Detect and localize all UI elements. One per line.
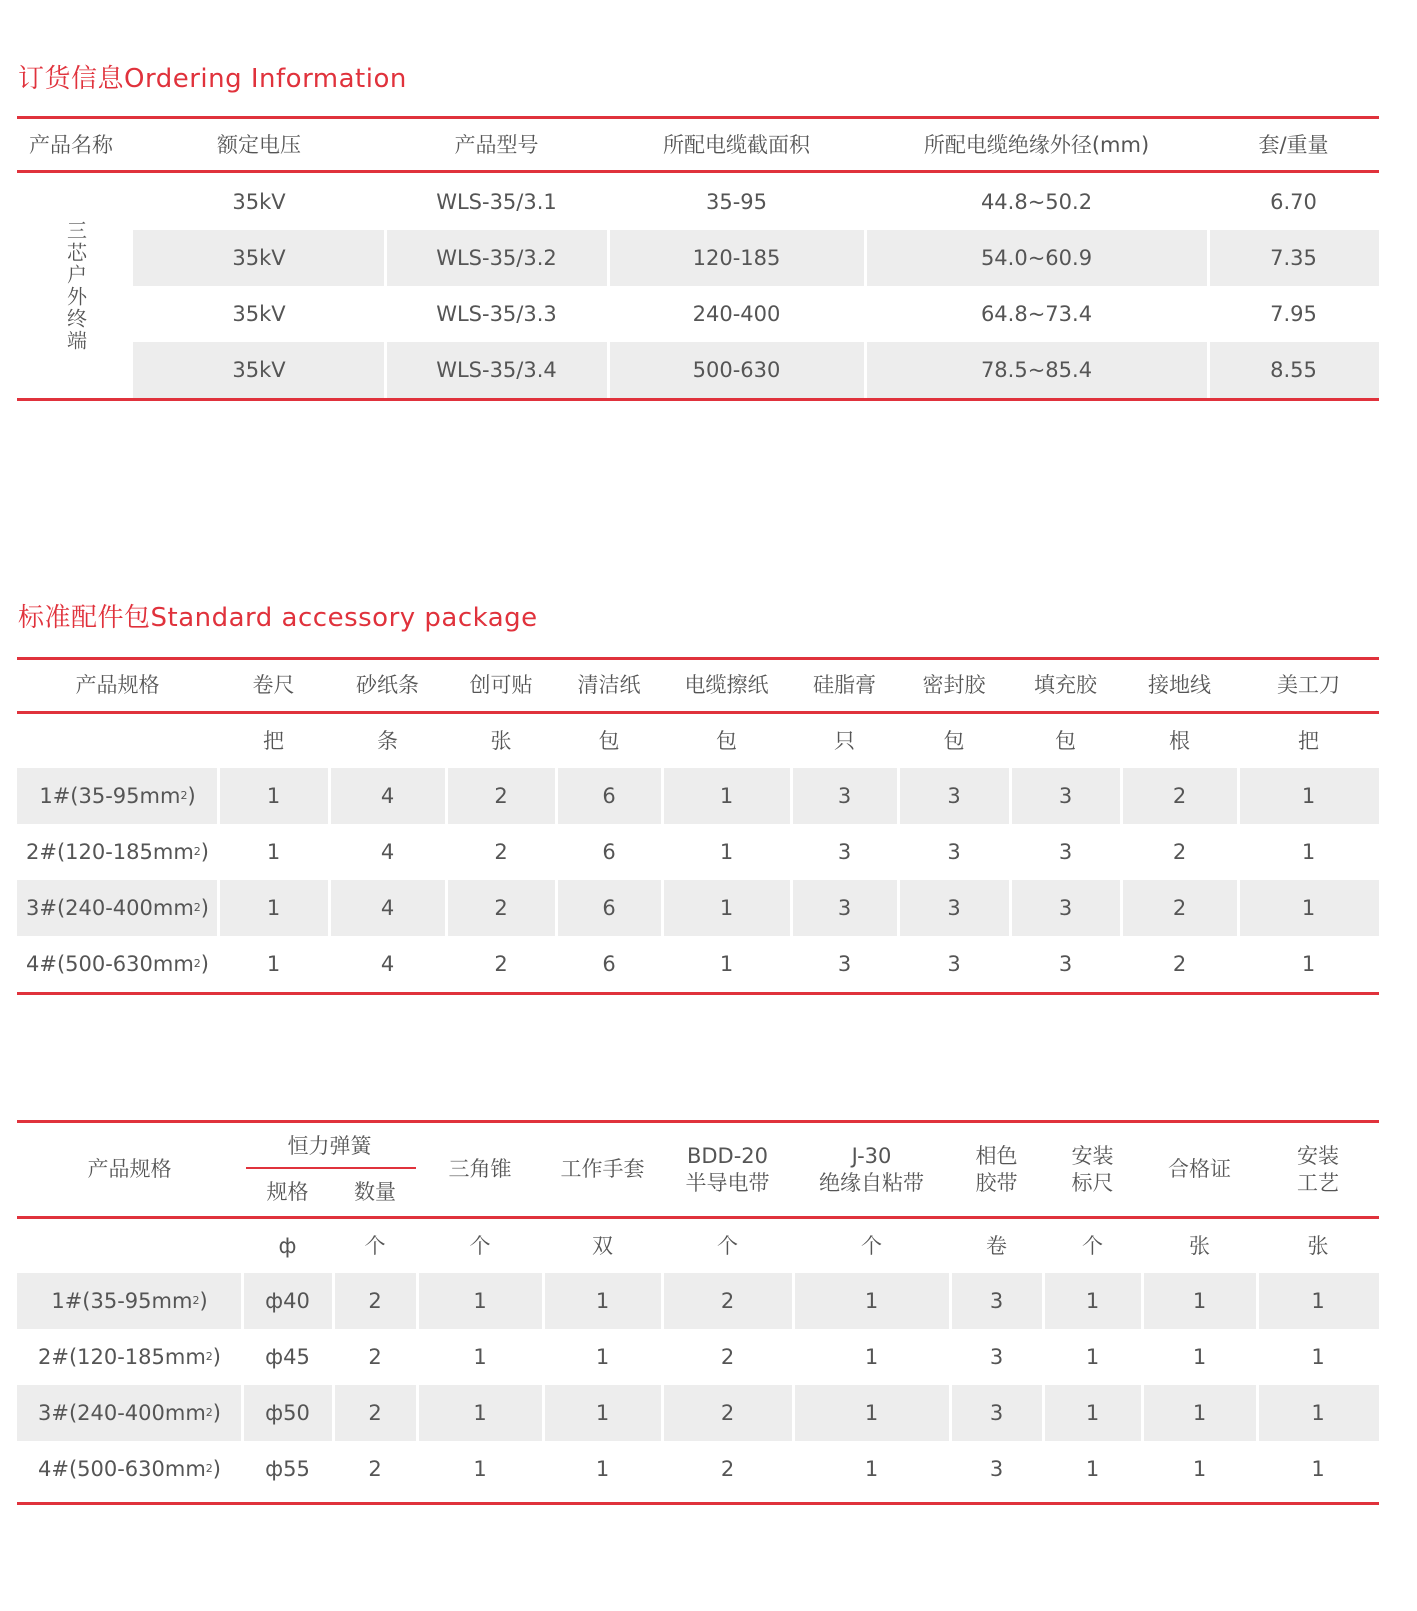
spring-unit: 卷 (986, 1233, 1007, 1258)
accessory-cell: 3 (837, 895, 852, 920)
ordering-header-2: 产品型号 (454, 132, 539, 157)
spring-cell: 1 (1311, 1456, 1325, 1481)
accessory-cell: 2 (494, 839, 508, 864)
accessory-title: 标准配件包Standard accessory package (18, 603, 538, 633)
ordering-cell: 240-400 (692, 301, 781, 326)
spring-spec: 4#(500-630mm 2 ) (37, 1456, 221, 1481)
accessory-cell: 6 (602, 951, 616, 976)
accessory-spec: 1#(35-95mm 2 ) (39, 783, 196, 808)
spring-cell: 1 (595, 1400, 610, 1425)
spring-cell: 3 (989, 1456, 1004, 1481)
accessory-cell: 6 (602, 839, 616, 864)
spring-header-2: BDD-20 半导电带 (685, 1144, 770, 1195)
ordering-cell: WLS-35/3.3 (436, 301, 557, 326)
spring-cell: 2 (720, 1400, 735, 1425)
ordering-cell: 7.35 (1270, 245, 1317, 270)
spring-cell: 3 (989, 1400, 1004, 1425)
spring-unit: 个 (1082, 1233, 1103, 1258)
accessory-cell: 2 (1172, 783, 1187, 808)
accessory-col-sep (1120, 768, 1123, 992)
spring-col-sep (416, 1273, 419, 1497)
accessory-cell: 3 (837, 951, 852, 976)
accessory-unit: 把 (263, 728, 284, 753)
accessory-header-10: 美工刀 (1277, 673, 1340, 698)
ordering-cell: 6.70 (1270, 189, 1317, 214)
accessory-header-3: 创可贴 (469, 673, 533, 698)
accessory-cell: 1 (266, 951, 281, 976)
accessory-cell: 2 (494, 895, 508, 920)
ordering-cell: WLS-35/3.4 (436, 357, 557, 382)
accessory-cell: 1 (266, 839, 281, 864)
spring-unit: 个 (364, 1233, 386, 1258)
spring-col-sep (1256, 1273, 1259, 1497)
ordering-header-3: 所配电缆截面积 (663, 132, 810, 157)
ordering-col-sep (864, 174, 867, 398)
accessory-cell: 3 (837, 839, 852, 864)
ordering-cell: 54.0~60.9 (980, 245, 1093, 270)
spring-cell: 1 (1192, 1344, 1207, 1369)
accessory-col-sep (328, 768, 331, 992)
ordering-cell: 35-95 (705, 189, 768, 214)
spring-cell: 1 (473, 1456, 487, 1481)
spring-cell: 2 (720, 1288, 735, 1313)
spring-col-sep (949, 1273, 952, 1497)
accessory-col-sep (790, 768, 793, 992)
spring-header-3: J-30 绝缘自粘带 (819, 1144, 924, 1195)
accessory-spec: 2#(120-185mm 2 ) (25, 839, 209, 864)
ordering-cell: 120-185 (692, 245, 781, 270)
ordering-cell: 8.55 (1270, 357, 1317, 382)
ordering-cell: 35kV (232, 245, 286, 270)
spring-subheader-0: 规格 (266, 1180, 309, 1205)
spring-unit: 个 (861, 1233, 882, 1258)
spring-cell: 1 (1085, 1344, 1100, 1369)
spring-cell: 1 (1085, 1456, 1100, 1481)
ordering-cell: 64.8~73.4 (980, 301, 1093, 326)
accessory-unit (17, 714, 218, 768)
ordering-cell: 7.95 (1270, 301, 1317, 326)
accessory-cell: 1 (719, 839, 734, 864)
spring-unit: 双 (592, 1233, 613, 1258)
spring-bottom-rule (17, 1502, 1379, 1505)
accessory-cell: 1 (719, 895, 734, 920)
spring-cell: 1 (864, 1456, 879, 1481)
accessory-cell: 1 (719, 951, 734, 976)
ordering-header-1: 额定电压 (217, 132, 301, 157)
ordering-header-0: 产品名称 (29, 132, 113, 157)
accessory-col-sep (1009, 768, 1012, 992)
spring-cell: 1 (1311, 1344, 1325, 1369)
accessory-cell: 2 (1172, 895, 1187, 920)
spring-header-1: 工作手套 (560, 1157, 645, 1182)
spring-cell: 1 (864, 1344, 879, 1369)
spring-spec: 2#(120-185mm 2 ) (37, 1344, 221, 1369)
ordering-bottom-rule (17, 398, 1379, 401)
ordering-header-rule (17, 170, 1379, 173)
spring-cell: 1 (1085, 1400, 1100, 1425)
accessory-cell: 6 (602, 783, 616, 808)
spring-cell: 1 (473, 1288, 487, 1313)
accessory-cell: 4 (380, 895, 395, 920)
spring-header-spring: 恒力弹簧 (287, 1133, 372, 1158)
accessory-unit: 包 (1055, 728, 1076, 753)
ordering-cell: 35kV (232, 357, 286, 382)
ordering-cell: 35kV (232, 189, 286, 214)
ordering-col-sep (1207, 174, 1210, 398)
spring-header-7: 安装 工艺 (1297, 1144, 1339, 1195)
accessory-header-1: 卷尺 (252, 673, 295, 698)
accessory-cell: 6 (602, 895, 616, 920)
spring-col-sep (1042, 1273, 1045, 1497)
spring-unit: 张 (1307, 1233, 1329, 1258)
ordering-cell: 35kV (232, 301, 286, 326)
spring-subheader-1: 数量 (354, 1180, 396, 1205)
spring-spec: 1#(35-95mm 2 ) (51, 1288, 208, 1313)
accessory-cell: 3 (947, 783, 961, 808)
accessory-spec: 3#(240-400mm 2 ) (25, 895, 209, 920)
spring-col-sep (792, 1273, 795, 1497)
spring-cell: 2 (720, 1456, 735, 1481)
accessory-header-4: 清洁纸 (577, 673, 641, 698)
spring-spec: 3#(240-400mm 2 ) (37, 1400, 221, 1425)
accessory-cell: 1 (1301, 783, 1316, 808)
accessory-cell: 4 (380, 951, 395, 976)
ordering-cell: 500-630 (692, 357, 781, 382)
accessory-cell: 2 (1172, 839, 1187, 864)
ordering-cell: 78.5~85.4 (980, 357, 1093, 382)
spring-cell: 3 (989, 1288, 1004, 1313)
spring-cell: 1 (1085, 1288, 1100, 1313)
spring-col-sep (241, 1273, 244, 1497)
accessory-unit: 根 (1169, 728, 1190, 753)
spring-cell: ф40 (265, 1288, 310, 1313)
accessory-cell: 3 (837, 783, 852, 808)
accessory-col-sep (555, 768, 558, 992)
spring-cell: 2 (368, 1288, 382, 1313)
accessory-col-sep (445, 768, 448, 992)
ordering-cell: WLS-35/3.2 (436, 245, 557, 270)
spring-cell: 1 (595, 1456, 610, 1481)
accessory-cell: 1 (1301, 951, 1316, 976)
accessory-cell: 2 (494, 783, 508, 808)
spring-header-4: 相色 胶带 (975, 1144, 1018, 1195)
ordering-cell: 44.8~50.2 (980, 189, 1093, 214)
accessory-cell: 1 (266, 895, 281, 920)
accessory-unit: 只 (834, 728, 855, 753)
accessory-cell: 3 (947, 951, 961, 976)
spring-unit: 个 (717, 1233, 738, 1258)
accessory-header-5: 电缆擦纸 (684, 673, 769, 698)
accessory-bottom-rule (17, 992, 1379, 995)
accessory-cell: 3 (1058, 895, 1073, 920)
accessory-unit: 包 (716, 728, 737, 753)
spring-cell: 1 (595, 1344, 610, 1369)
accessory-cell: 1 (266, 783, 281, 808)
accessory-col-sep (661, 768, 664, 992)
accessory-unit: 张 (490, 728, 512, 753)
spring-header-6: 合格证 (1168, 1157, 1231, 1182)
spring-cell: ф50 (265, 1400, 310, 1425)
accessory-cell: 3 (1058, 951, 1073, 976)
accessory-cell: 1 (1301, 895, 1316, 920)
accessory-cell: 2 (494, 951, 508, 976)
spring-cell: ф45 (265, 1344, 310, 1369)
accessory-cell: 4 (380, 839, 395, 864)
ordering-product-name: 三芯户外终端 (63, 220, 88, 352)
ordering-header-4: 所配电缆绝缘外径(mm) (923, 132, 1150, 157)
spring-unit: ф (278, 1233, 297, 1258)
accessory-col-sep (217, 768, 220, 992)
accessory-header-0: 产品规格 (75, 673, 160, 698)
spring-col-sep (332, 1273, 335, 1497)
spring-header-5: 安装 标尺 (1071, 1144, 1114, 1195)
accessory-cell: 1 (1301, 839, 1316, 864)
spring-cell: 2 (368, 1456, 382, 1481)
spring-col-sep (1141, 1273, 1144, 1497)
accessory-col-sep (1237, 768, 1240, 992)
spring-col-sep (661, 1273, 664, 1497)
spring-cell: 1 (1192, 1288, 1207, 1313)
accessory-cell: 4 (380, 783, 395, 808)
spring-cell: 1 (864, 1288, 879, 1313)
accessory-header-6: 硅脂膏 (813, 673, 876, 698)
accessory-spec: 4#(500-630mm 2 ) (25, 951, 209, 976)
accessory-cell: 3 (1058, 783, 1073, 808)
ordering-cell: WLS-35/3.1 (436, 189, 557, 214)
spring-cell: ф55 (265, 1456, 310, 1481)
accessory-unit: 把 (1298, 728, 1319, 753)
spring-cell: 1 (1311, 1400, 1325, 1425)
spring-cell: 1 (473, 1400, 487, 1425)
spring-cell: 2 (368, 1344, 382, 1369)
spring-cell: 3 (989, 1344, 1004, 1369)
spring-header-spec: 产品规格 (87, 1157, 172, 1182)
accessory-cell: 3 (947, 895, 961, 920)
spring-col-sep (542, 1273, 545, 1497)
accessory-unit: 包 (598, 728, 620, 753)
ordering-col-sep (607, 174, 610, 398)
accessory-cell: 2 (1172, 951, 1187, 976)
spring-cell: 2 (720, 1344, 735, 1369)
ordering-header-5: 套/重量 (1258, 132, 1329, 157)
accessory-cell: 3 (947, 839, 961, 864)
ordering-title: 订货信息Ordering Information (18, 64, 407, 94)
ordering-col-sep (384, 174, 387, 398)
spring-cell: 1 (1192, 1456, 1207, 1481)
spring-cell: 2 (368, 1400, 382, 1425)
accessory-header-9: 接地线 (1148, 673, 1211, 698)
spring-cell: 1 (595, 1288, 610, 1313)
spring-cell: 1 (1311, 1288, 1325, 1313)
spring-unit (17, 1219, 242, 1273)
accessory-header-7: 密封胶 (922, 673, 986, 698)
spring-cell: 1 (864, 1400, 879, 1425)
accessory-col-sep (897, 768, 900, 992)
spring-cell: 1 (473, 1344, 487, 1369)
spring-header-0: 三角锥 (448, 1157, 512, 1182)
accessory-cell: 3 (1058, 839, 1073, 864)
accessory-unit: 包 (943, 728, 965, 753)
accessory-unit: 条 (377, 728, 398, 753)
spring-cell: 1 (1192, 1400, 1207, 1425)
spring-unit: 个 (469, 1233, 491, 1258)
accessory-cell: 1 (719, 783, 734, 808)
accessory-header-2: 砂纸条 (356, 673, 419, 698)
accessory-header-8: 填充胶 (1034, 673, 1097, 698)
spring-unit: 张 (1189, 1233, 1210, 1258)
